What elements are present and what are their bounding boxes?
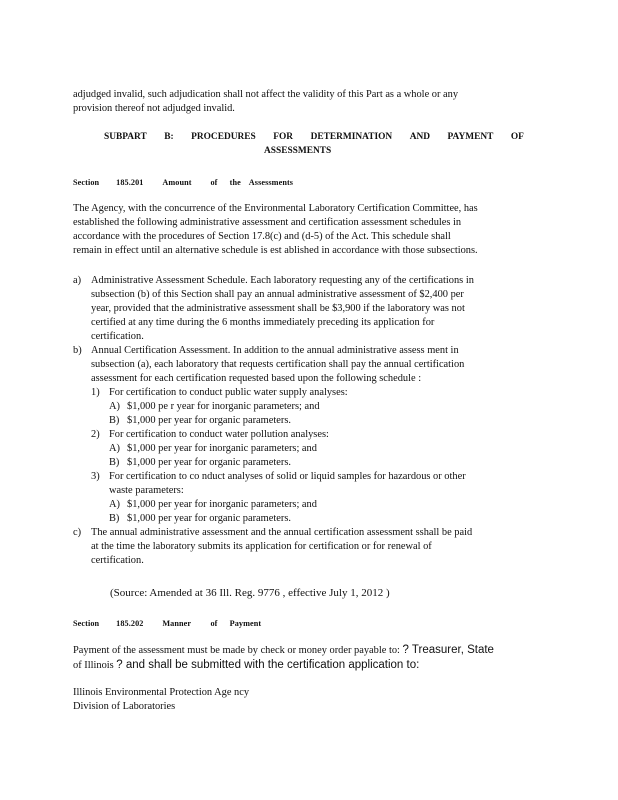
sub-sub-item xyxy=(73,442,543,456)
sub-item-line: waste parameters: xyxy=(109,485,184,496)
assessment-list xyxy=(73,274,543,568)
paragraph-line xyxy=(73,643,543,658)
sub-sub-line: $1,000 per year for organic parameters. xyxy=(127,415,291,426)
sub-sub-item xyxy=(73,512,543,526)
subpart-heading xyxy=(104,130,524,158)
item-line: subsection (a), each laboratory that requests certification shall pay the annual certification xyxy=(91,359,465,370)
item-label: b) xyxy=(73,345,82,356)
item-line: The annual administrative assessment and the annual certification assessment sshall be paid xyxy=(91,527,473,538)
paragraph-line: The Agency, with the concurrence of the Environmental Laboratory Certification Committee, has xyxy=(73,203,478,214)
section-label: Section xyxy=(73,178,100,187)
paragraph-text: of Illinois xyxy=(73,660,117,671)
section-201-paragraph xyxy=(73,202,543,258)
section-title-word: of xyxy=(210,178,218,187)
sub-sub-line: $1,000 per year for organic parameters. xyxy=(127,457,291,468)
section-title-word: the xyxy=(229,178,241,187)
sub-sub-item xyxy=(73,414,543,428)
paragraph-text-sans: ? and shall be submitted with the certification application to: xyxy=(116,659,420,671)
subpart-word: PAYMENT xyxy=(447,132,494,142)
section-label: Section xyxy=(73,619,100,628)
section-title-word: Assessments xyxy=(248,178,294,187)
sub-sub-line: $1,000 per year for organic parameters. xyxy=(127,513,291,524)
list-item-a xyxy=(73,274,543,344)
section-202-paragraph xyxy=(73,643,543,673)
sub-sub-label: B) xyxy=(109,457,120,468)
sub-sub-label: B) xyxy=(109,513,120,524)
subpart-word: SUBPART xyxy=(104,132,147,142)
address-line: Illinois Environmental Protection Age ncy xyxy=(73,687,250,698)
section-title-word: of xyxy=(210,619,218,628)
item-line: at the time the laboratory submits its application for certification or for renewal of xyxy=(91,541,432,552)
sub-item-label: 2) xyxy=(91,429,100,440)
item-line: subsection (b) of this Section shall pay an annual administrative assessment of $2,400 per xyxy=(91,289,464,300)
section-number: 185.202 xyxy=(116,619,144,628)
subpart-heading-line-2: ASSESSMENTS xyxy=(264,146,332,156)
sub-item-3 xyxy=(73,470,543,526)
paragraph-text: Payment of the assessment must be made by check or money order payable to: xyxy=(73,645,403,656)
subpart-word: AND xyxy=(409,132,430,142)
item-line: Administrative Assessment Schedule. Each laboratory requesting any of the certifications in xyxy=(91,275,474,286)
section-201-heading xyxy=(73,176,293,190)
mailing-address xyxy=(73,686,543,714)
intro-paragraph xyxy=(73,88,543,116)
sub-item-line: For certification to conduct public water supply analyses: xyxy=(109,387,348,398)
paragraph-line: accordance with the procedures of Section 17.8(c) and (d-5) of the Act. This schedule shall xyxy=(73,231,451,242)
subpart-word: PROCEDURES xyxy=(191,132,256,142)
sub-sub-label: A) xyxy=(109,401,120,412)
item-label: c) xyxy=(73,527,82,538)
section-title-word: Amount xyxy=(162,178,192,187)
sub-sub-item xyxy=(73,456,543,470)
paragraph-line: remain in effect until an alternative schedule is est ablished in accordance with those subsections. xyxy=(73,245,478,256)
item-line: certification. xyxy=(91,555,144,566)
sub-item-label: 3) xyxy=(91,471,100,482)
sub-sub-item xyxy=(73,400,543,414)
sub-sub-label: B) xyxy=(109,415,120,426)
sub-item-1 xyxy=(73,386,543,428)
address-line: Division of Laboratories xyxy=(73,701,176,712)
intro-line-2: provision thereof not adjudged invalid. xyxy=(73,103,235,114)
subpart-heading-row xyxy=(104,130,524,144)
intro-line-1: adjudged invalid, such adjudication shall not affect the validity of this Part as a whole or any xyxy=(73,89,459,100)
item-line: Annual Certification Assessment. In addition to the annual administrative assess ment in xyxy=(91,345,459,356)
section-number: 185.201 xyxy=(116,178,144,187)
item-line: assessment for each certification requested based upon the following schedule : xyxy=(91,373,422,384)
item-line: year, provided that the administrative assessment shall be $3,900 if the laboratory was not xyxy=(91,303,465,314)
sub-item-2 xyxy=(73,428,543,470)
subpart-word: OF xyxy=(510,132,524,142)
sub-sub-label: A) xyxy=(109,443,120,454)
item-line: certification. xyxy=(91,331,144,342)
source-note: (Source: Amended at 36 Ill. Reg. 9776 , effective July 1, 2012 ) xyxy=(110,587,390,599)
sub-sub-line: $1,000 pe r year for inorganic parameters; and xyxy=(127,401,320,412)
item-line: certified at any time during the 6 months immediately preceding its application for xyxy=(91,317,435,328)
list-item-b xyxy=(73,344,543,526)
section-202-heading xyxy=(73,617,261,631)
sub-item-line: For certification to co nduct analyses of solid or liquid samples for hazardous or other xyxy=(109,471,466,482)
sub-sub-line: $1,000 per year for inorganic parameters; and xyxy=(127,443,317,454)
subpart-word: FOR xyxy=(273,132,294,142)
list-item-c xyxy=(73,526,543,568)
sub-item-label: 1) xyxy=(91,387,100,398)
item-label: a) xyxy=(73,275,82,286)
subpart-word: DETERMINATION xyxy=(310,132,393,142)
paragraph-text-sans: ? Treasurer, State xyxy=(402,644,494,656)
sub-sub-line: $1,000 per year for inorganic parameters; and xyxy=(127,499,317,510)
sub-sub-item xyxy=(73,498,543,512)
subpart-word: B: xyxy=(164,132,174,142)
paragraph-line: established the following administrative assessment and certification assessment schedules in xyxy=(73,217,462,228)
section-title-word: Payment xyxy=(229,619,262,628)
section-title-word: Manner xyxy=(162,619,192,628)
sub-item-line: For certification to conduct water pollution analyses: xyxy=(109,429,329,440)
sub-sub-label: A) xyxy=(109,499,120,510)
paragraph-line xyxy=(73,658,543,673)
